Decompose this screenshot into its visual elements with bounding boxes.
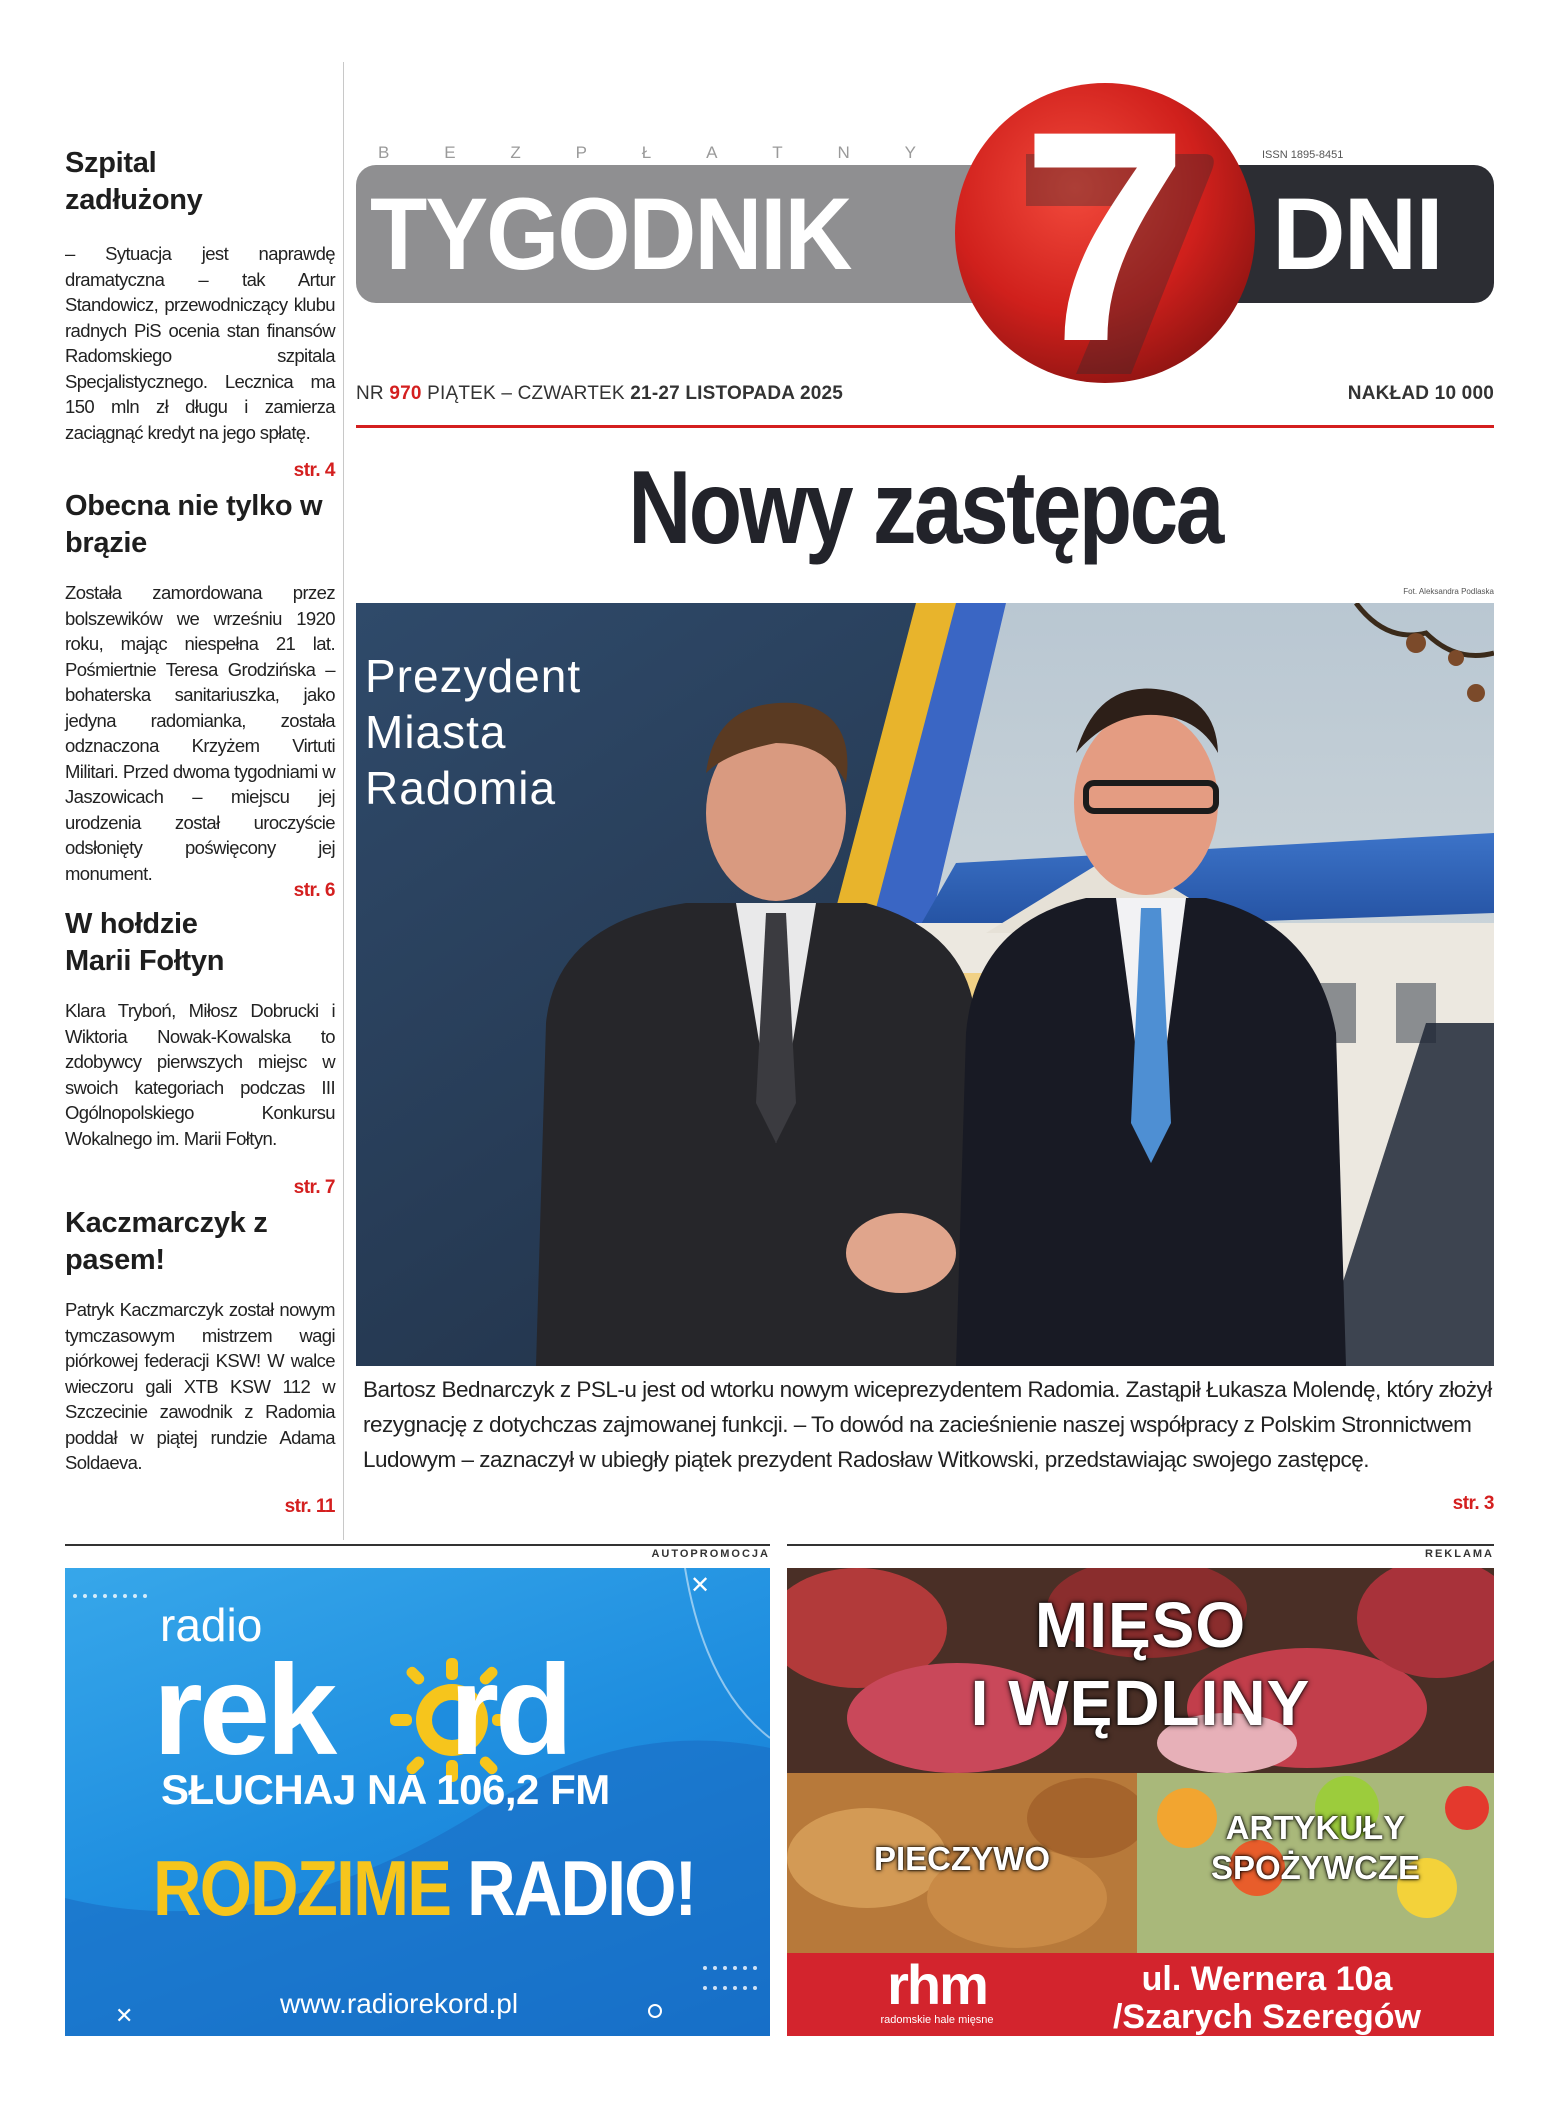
sidebar-story[interactable] [65, 145, 335, 445]
circulation: NAKŁAD 10 000 [1347, 383, 1494, 404]
photo-caption: Bartosz Bednarczyk z PSL-u jest od wtorku nowym wiceprezydentem Radomia. Zastąpił Łukasza Molendę, który złożył rezygnację z dotychczas zajmowanej funkcji. – To dowód na zacieśnienie naszej współpracy z Polskim Stronnictwem Ludowym – zaznaczył w ubiegły piątek prezydent Radosław Witkowski, przedstawiając swojego zastępcę. [363, 1377, 1492, 1472]
bread-label: PIECZYWO [873, 1840, 1050, 1877]
rhm-meat-ad[interactable] [787, 1568, 1494, 2036]
story-title[interactable]: Kaczmarczyk z pasem! [65, 1207, 268, 1276]
close-icon: ✕ [115, 2003, 134, 2028]
sidebar-story[interactable] [65, 1205, 335, 1476]
sidebar-story[interactable] [65, 488, 335, 886]
seven-digit: 7 [1021, 78, 1189, 388]
story-title[interactable]: Szpital zadłużony [65, 147, 203, 216]
ad-label-autopromocja: AUTOPROMOCJA [65, 1544, 770, 1560]
grocery-label: ARTYKUŁY SPOŻYWCZE [1210, 1809, 1420, 1886]
story-body: – Sytuacja jest naprawdę dramatyczna – tak Artur Standowicz, przewodniczący klubu radnych PiS ocenia stan finansów Radomskiego szpitala Specjalistycznego. Lecznica ma 150 mln zł długu i zamierza zaciągnąć kredyt na jego spłatę. [65, 243, 335, 443]
main-headline[interactable]: Nowy zastępca [628, 450, 1222, 566]
masthead-tagline: B E Z P Ł A T N Y [378, 143, 918, 162]
photo-credit: Fot. Aleksandra Podlaska [1403, 587, 1494, 596]
story-body: Patryk Kaczmarczyk został nowym tymczasowym mistrzem wagi piórkowej federacji KSW! W walce wieczoru gali XTB KSW 112 w Szczecinie zawodnik z Radomia poddał w piątej rundzie Adama Soldaeva. [65, 1299, 335, 1473]
story-page-ref[interactable]: str. 11 [284, 1496, 335, 1517]
story-title[interactable]: W hołdzie Marii Fołtyn [65, 908, 225, 977]
issue-days: PIĄTEK – CZWARTEK [427, 383, 625, 404]
sidebar-story[interactable] [65, 906, 335, 1151]
story-body: Klara Tryboń, Miłosz Dobrucki i Wiktoria Nowak-Kowalska to zdobywcy pierwszych miejsc w swoich kategoriach podczas III Ogólnopolskiego Konkursu Wokalnego im. Marii Fołtyn. [65, 1000, 335, 1149]
photo-backdrop-text: Prezydent Miasta Radomia [365, 650, 582, 814]
masthead-title-right: DNI [1272, 177, 1442, 291]
issn: ISSN 1895-8451 [1262, 149, 1344, 161]
radio-brand: rek rd [153, 1639, 570, 1782]
seven-logo [950, 78, 1260, 388]
radio-slogan: RODZIME RADIO! [153, 1844, 696, 1932]
rhm-address: ul. Wernera 10a /Szarych Szeregów [1112, 1960, 1421, 2036]
masthead-title-left: TYGODNIK [370, 177, 851, 291]
story-page-ref[interactable]: str. 6 [293, 880, 335, 901]
radio-frequency: SŁUCHAJ NA 106,2 FM [161, 1766, 610, 1813]
issue-dates: 21-27 LISTOPADA 2025 [630, 383, 844, 404]
masthead-rule [356, 425, 1494, 428]
ad-label-reklama: REKLAMA [787, 1544, 1494, 1560]
close-icon: ✕ [690, 1572, 711, 1599]
sidebar-divider [343, 62, 344, 1540]
rhm-logo: rhm radomskie hale mięsne [880, 1953, 994, 2026]
radio-small-label: radio [160, 1599, 263, 1651]
radio-rekord-ad[interactable] [65, 1568, 770, 2036]
story-page-ref[interactable]: str. 7 [293, 1177, 335, 1198]
meat-title: MIĘSO I WĘDLINY [970, 1589, 1311, 1739]
story-title[interactable]: Obecna nie tylko w brązie [65, 490, 323, 559]
issue-info: NR 970 PIĄTEK – CZWARTEK 21-27 LISTOPADA 2025 NAKŁAD 10 000 [356, 383, 1494, 404]
story-page-ref[interactable]: str. 4 [293, 460, 335, 481]
issue-number: 970 [389, 383, 422, 404]
radio-url[interactable]: www.radiorekord.pl [280, 1988, 519, 2019]
story-body: Została zamordowana przez bolszewików we wrześniu 1920 roku, mając niespełna 21 lat. Pośmiertnie Teresa Grodzińska – bohaterska sanitariuszka, jako jedyna radomianka, została odznaczona Krzyżem Virtuti Militari. Przed dwoma tygodniami w Jaszowicach – miejscu jej urodzenia został uroczyście odsłonięty poświęcony jej monument. [65, 582, 335, 884]
main-page-ref[interactable]: str. 3 [1452, 1493, 1494, 1514]
